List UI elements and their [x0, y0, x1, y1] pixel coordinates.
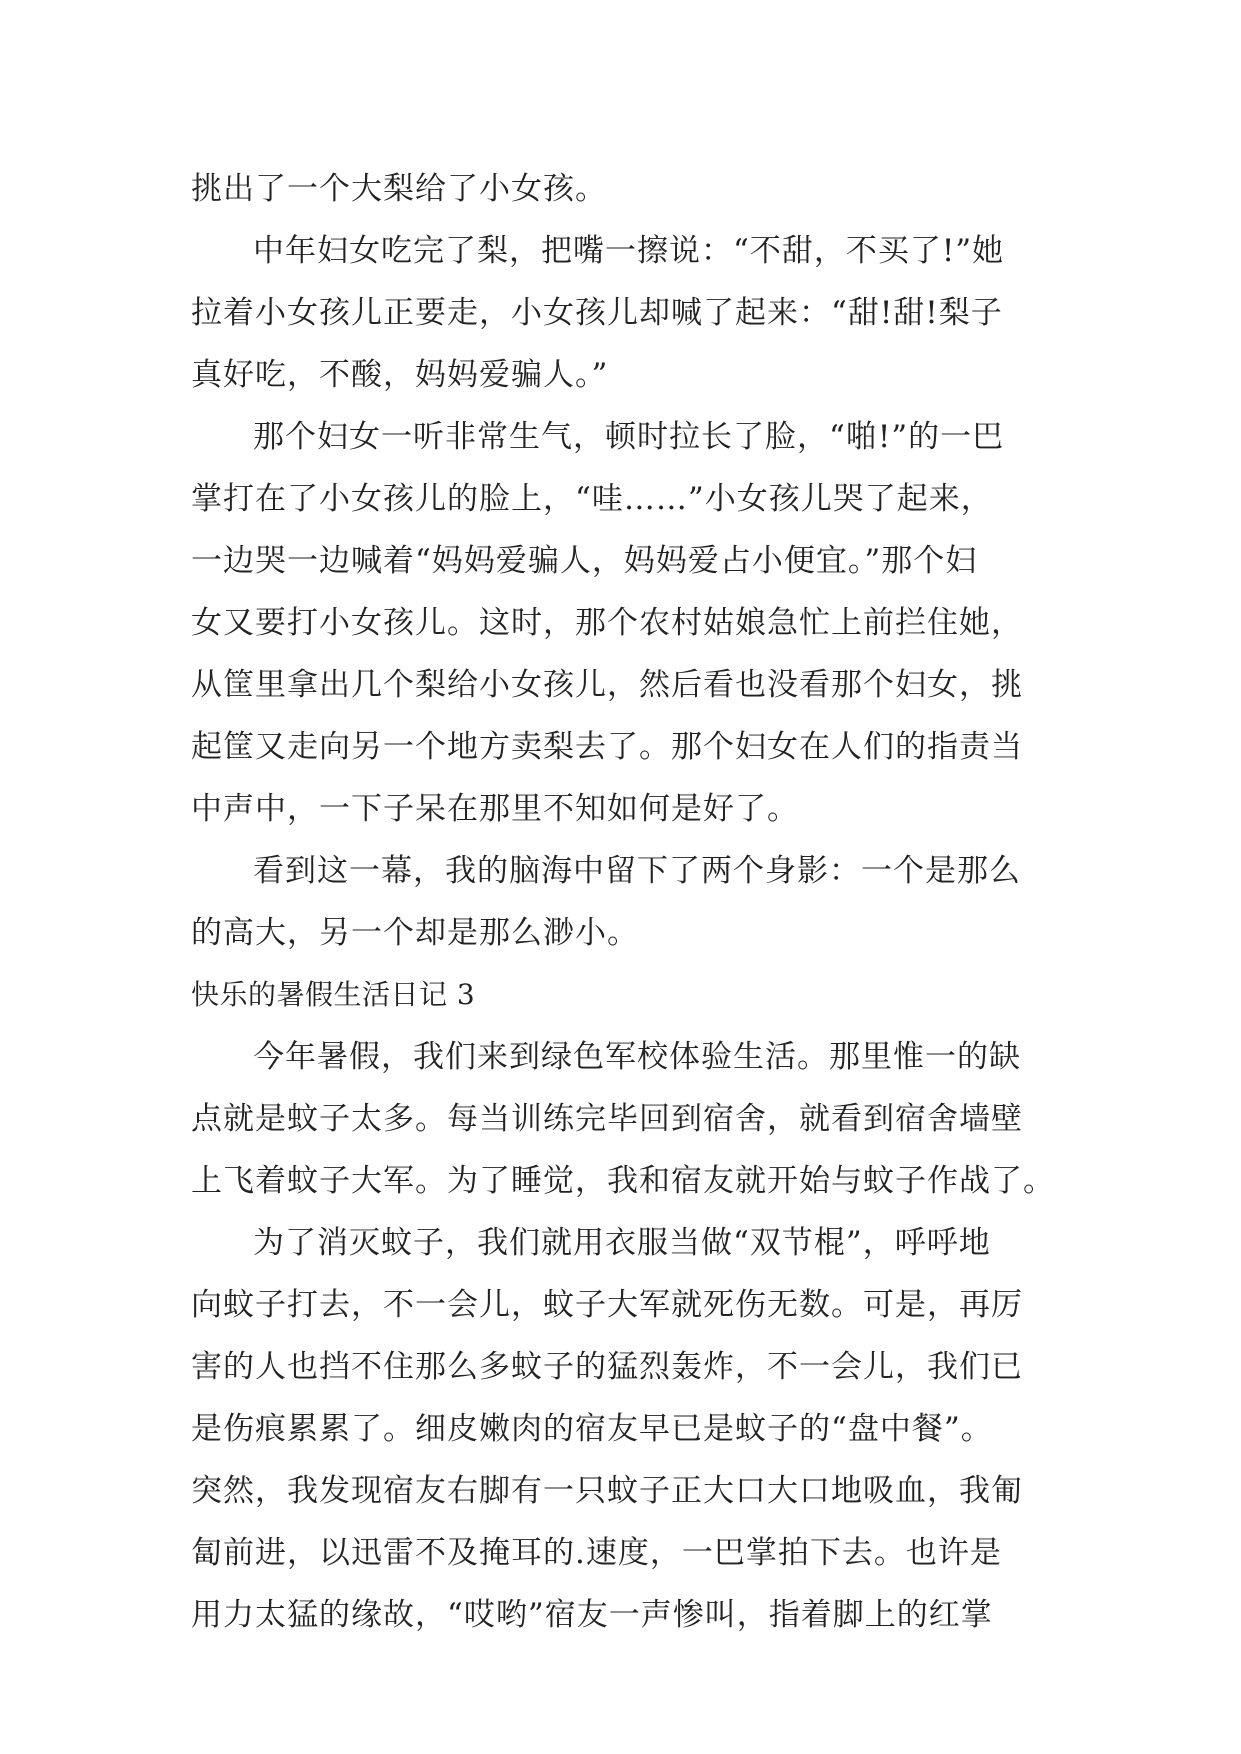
text-line: 匐前进，以迅雷不及掩耳的.速度，一巴掌拍下去。也许是	[191, 1535, 1002, 1571]
paragraph-start-line: 看到这一幕，我的脑海中留下了两个身影：一个是那么	[253, 853, 1021, 889]
text-line: 掌打在了小女孩儿的脸上，“哇……”小女孩儿哭了起来，	[191, 481, 993, 517]
text-line: 一边哭一边喊着“妈妈爱骗人，妈妈爱占小便宜。”那个妇	[191, 543, 978, 579]
text-line: 挑出了一个大梨给了小女孩。	[191, 171, 607, 207]
paragraph-start-line: 今年暑假，我们来到绿色军校体验生活。那里惟一的缺	[253, 1039, 1021, 1075]
text-line: 从筐里拿出几个梨给小女孩儿，然后看也没看那个妇女，挑	[191, 667, 1023, 703]
text-line: 点就是蚊子太多。每当训练完毕回到宿舍，就看到宿舍墙壁	[191, 1101, 1023, 1137]
paragraph-start-line: 那个妇女一听非常生气，顿时拉长了脸，“啪!”的一巴	[253, 419, 1005, 455]
text-line: 真好吃，不酸，妈妈爱骗人。”	[191, 357, 609, 393]
text-line: 中声中，一下子呆在那里不知如何是好了。	[191, 791, 799, 827]
paragraph-start-line: 为了消灭蚊子，我们就用衣服当做“双节棍”，呼呼地	[253, 1225, 991, 1261]
text-line: 害的人也挡不住那么多蚊子的猛烈轰炸，不一会儿，我们已	[191, 1349, 1023, 1385]
text-line: 拉着小女孩儿正要走，小女孩儿却喊了起来：“甜!甜!梨子	[191, 295, 1003, 331]
text-line: 用力太猛的缘故，“哎哟”宿友一声惨叫，指着脚上的红掌	[191, 1597, 993, 1633]
text-line: 上飞着蚊子大军。为了睡觉，我和宿友就开始与蚊子作战了。	[191, 1163, 1055, 1199]
text-line: 起筐又走向另一个地方卖梨去了。那个妇女在人们的指责当	[191, 729, 1023, 765]
text-line: 突然，我发现宿友右脚有一只蚊子正大口大口地吸血，我匍	[191, 1473, 1023, 1509]
text-line: 向蚊子打去，不一会儿，蚊子大军就死伤无数。可是，再厉	[191, 1287, 1023, 1323]
text-line: 女又要打小女孩儿。这时，那个农村姑娘急忙上前拦住她，	[191, 605, 1023, 641]
text-line: 的高大，另一个却是那么渺小。	[191, 915, 639, 951]
paragraph-start-line: 中年妇女吃完了梨，把嘴一擦说：“不甜，不买了!”她	[253, 233, 1005, 269]
document-body	[191, 158, 1071, 1646]
section-heading: 快乐的暑假生活日记 3	[191, 978, 476, 1011]
text-line: 是伤痕累累了。细皮嫩肉的宿友早已是蚊子的“盘中餐”。	[191, 1411, 993, 1447]
